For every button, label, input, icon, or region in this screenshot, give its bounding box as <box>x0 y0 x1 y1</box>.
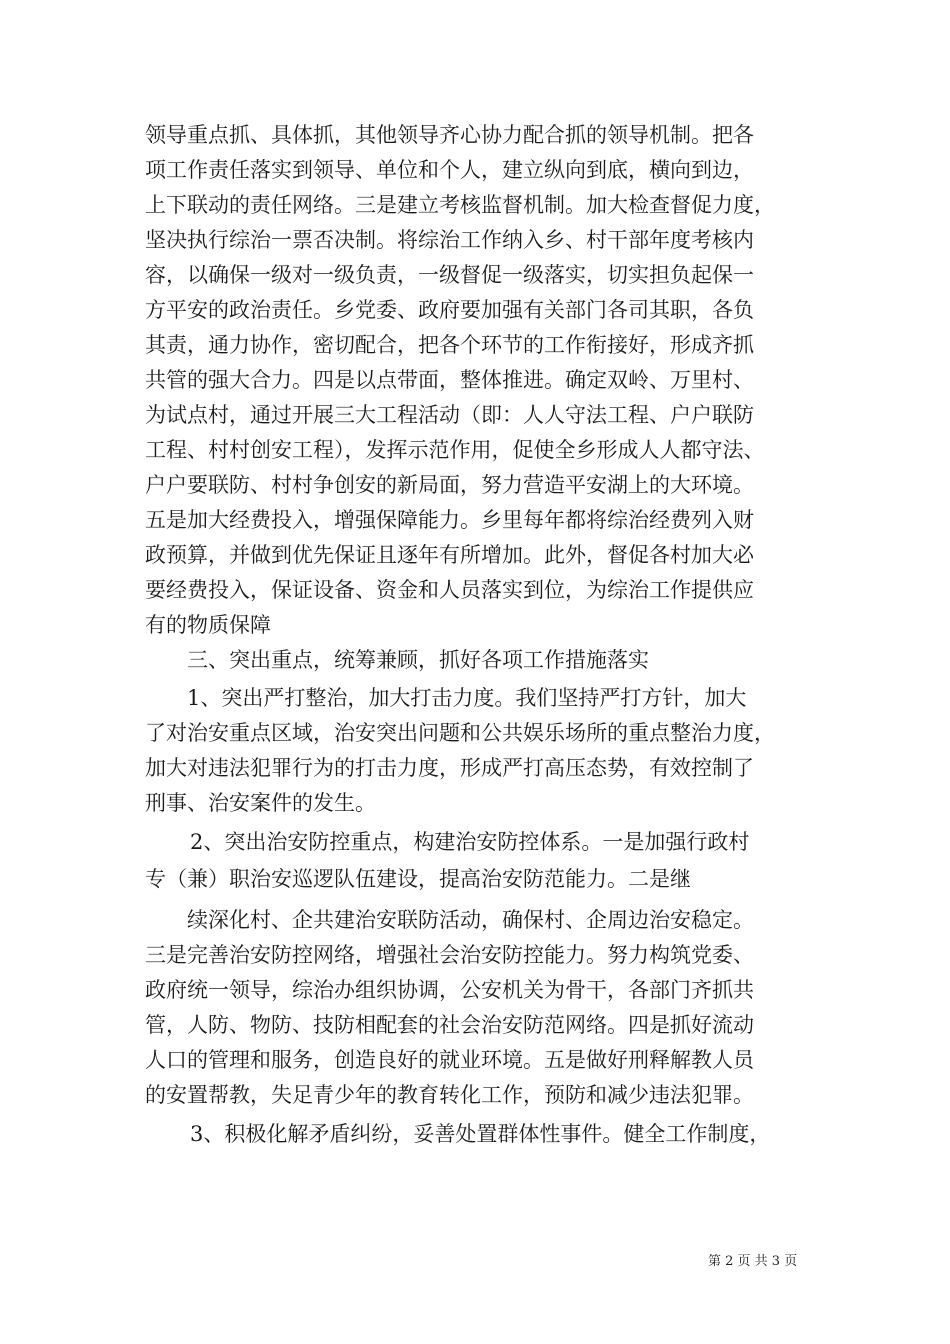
body-line-18: 了对治安重点区域，治安突出问题和公共娱乐场所的重点整治力度， <box>145 721 775 745</box>
body-line-21: 2、突出治安防控重点，构建治安防控体系。一是加强行政村 <box>190 830 750 854</box>
body-line-7: 其责，通力协作，密切配合，把各个环节的工作衔接好，形成齐抓 <box>145 333 754 357</box>
body-line-14: 要经费投入，保证设备、资金和人员落实到位，为综治工作提供应 <box>145 578 754 602</box>
body-line-12: 五是加大经费投入，增强保障能力。乡里每年都将综治经费列入财 <box>145 508 754 532</box>
body-line-8: 共管的强大合力。四是以点带面，整体推进。确定双岭、万里村、 <box>145 368 754 392</box>
body-line-6: 方平安的政治责任。乡党委、政府要加强有关部门各司其职，各负 <box>145 298 754 322</box>
body-line-26: 管，人防、物防、技防相配套的社会治安防范网络。四是抓好流动 <box>145 1013 754 1037</box>
body-line-13: 政预算，并做到优先保证且逐年有所增加。此外，督促各村加大必 <box>145 543 754 567</box>
body-line-19: 加大对违法犯罪行为的打击力度，形成严打高压态势，有效控制了 <box>145 756 754 780</box>
body-line-28: 的安置帮教，失足青少年的教育转化工作，预防和减少违法犯罪。 <box>145 1083 754 1107</box>
body-line-15: 有的物质保障 <box>145 613 271 637</box>
section-heading-3: 三、突出重点，统筹兼顾，抓好各项工作措施落实 <box>187 648 649 672</box>
body-line-22: 专（兼）职治安巡逻队伍建设，提高治安防范能力。二是继 <box>145 867 691 891</box>
body-line-11: 户户要联防、村村争创安的新局面，努力营造平安湖上的大环境。 <box>145 473 754 497</box>
body-line-10: 工程、村村创安工程），发挥示范作用，促使全乡形成人人都守法、 <box>145 438 765 462</box>
body-line-20: 刑事、治安案件的发生。 <box>145 791 376 815</box>
body-line-3: 上下联动的责任网络。三是建立考核监督机制。加大检查督促力度， <box>145 193 775 217</box>
body-line-24: 三是完善治安防控网络，增强社会治安防控能力。努力构筑党委、 <box>145 943 754 967</box>
body-line-27: 人口的管理和服务，创造良好的就业环境。五是做好刑释解教人员 <box>145 1048 754 1072</box>
page-number-footer: 第 2 页 共 3 页 <box>708 1254 798 1269</box>
body-line-23: 续深化村、企共建治安联防活动，确保村、企周边治安稳定。 <box>187 908 754 932</box>
body-line-9: 为试点村，通过开展三大工程活动（即：人人守法工程、户户联防 <box>145 403 754 427</box>
body-line-4: 坚决执行综治一票否决制。将综治工作纳入乡、村干部年度考核内 <box>145 228 754 252</box>
body-line-5: 容，以确保一级对一级负责，一级督促一级落实，切实担负起保一 <box>145 263 754 287</box>
body-line-29: 3、积极化解矛盾纠纷，妥善处置群体性事件。健全工作制度， <box>190 1122 771 1146</box>
body-line-17: 1、突出严打整治，加大打击力度。我们坚持严打方针，加大 <box>187 686 747 710</box>
body-line-1: 领导重点抓、具体抓，其他领导齐心协力配合抓的领导机制。把各 <box>145 123 754 147</box>
body-line-2: 项工作责任落实到领导、单位和个人，建立纵向到底，横向到边， <box>145 158 754 182</box>
body-line-25: 政府统一领导，综治办组织协调，公安机关为骨干，各部门齐抓共 <box>145 978 754 1002</box>
